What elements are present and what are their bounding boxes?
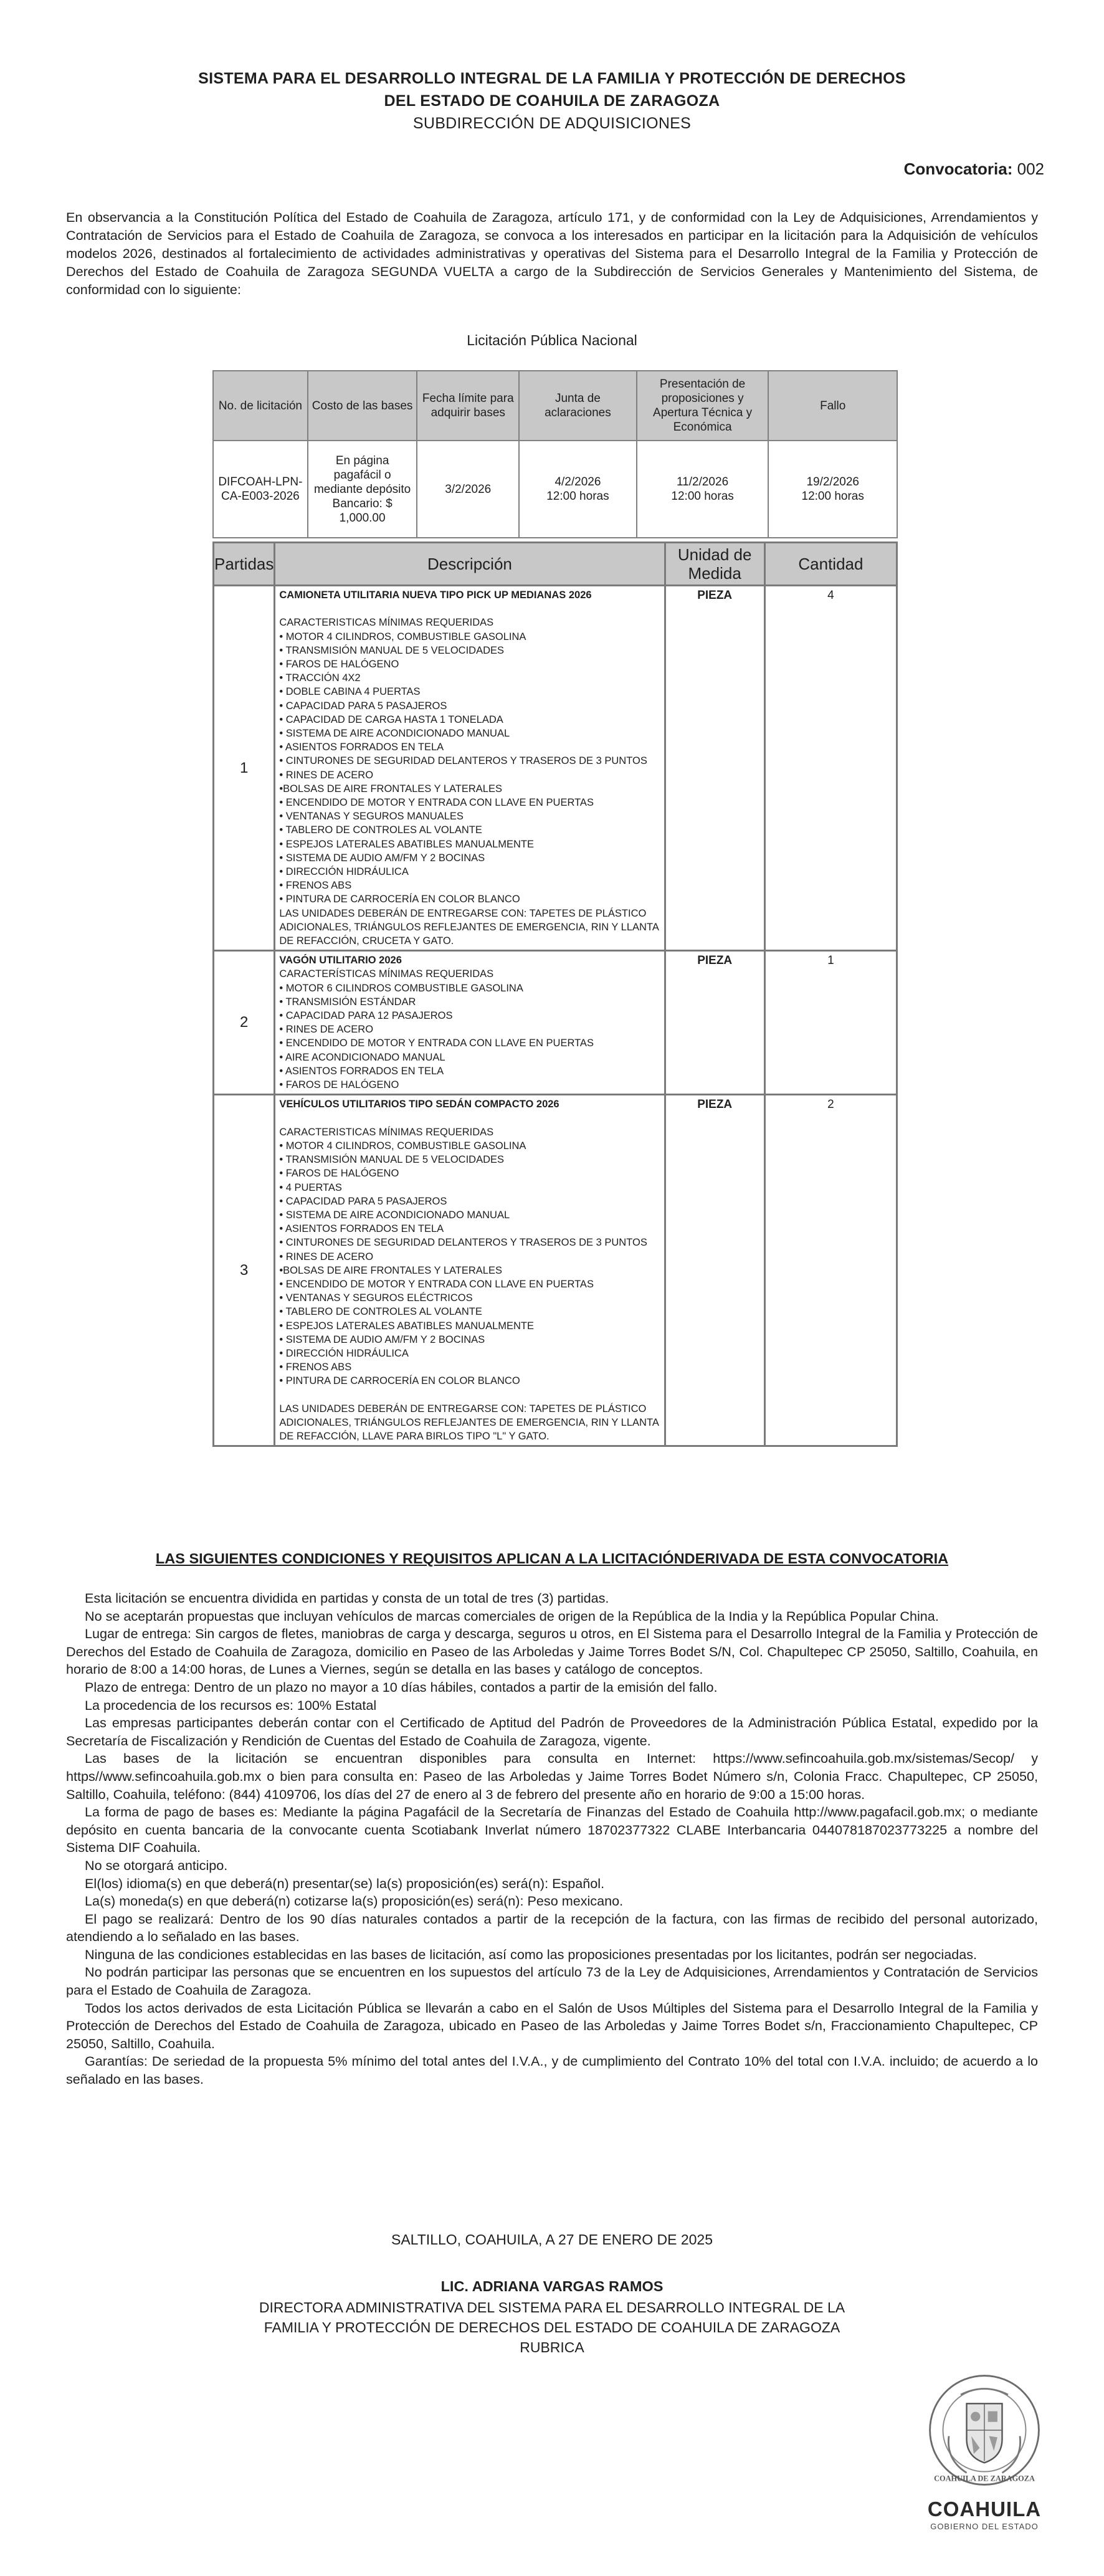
item-description-line bbox=[279, 1112, 660, 1125]
item-description-line: • ENCENDIDO DE MOTOR Y ENTRADA CON LLAVE EN PUERTAS bbox=[279, 1038, 594, 1049]
info-header-cell: Junta de aclaraciones bbox=[519, 371, 637, 441]
svg-text:COAHUILA DE ZARAGOZA: COAHUILA DE ZARAGOZA bbox=[934, 2474, 1035, 2483]
item-description-line: • TRANSMISIÓN MANUAL DE 5 VELOCIDADES bbox=[279, 1154, 504, 1166]
header-line-1: SISTEMA PARA EL DESARROLLO INTEGRAL DE LA FAMILIA Y PROTECCIÓN DE DERECHOS bbox=[198, 70, 906, 87]
item-description-line: • MOTOR 4 CILINDROS, COMBUSTIBLE GASOLINA bbox=[279, 631, 526, 642]
item-description bbox=[275, 951, 665, 1095]
info-header-row bbox=[213, 371, 897, 441]
item-description-line: • FAROS DE HALÓGENO bbox=[279, 659, 399, 670]
item-description-line: • PINTURA DE CARROCERÍA EN COLOR BLANCO bbox=[279, 894, 520, 905]
item-description-line: • CAPACIDAD PARA 12 PASAJEROS bbox=[279, 1010, 453, 1022]
condition-paragraph: La procedencia de los recursos es: 100% Estatal bbox=[85, 1697, 377, 1713]
item-description-line: • VENTANAS Y SEGUROS ELÉCTRICOS bbox=[279, 1292, 473, 1304]
item-description-line: • PINTURA DE CARROCERÍA EN COLOR BLANCO bbox=[279, 1375, 520, 1387]
item-description-line: • ENCENDIDO DE MOTOR Y ENTRADA CON LLAVE EN PUERTAS bbox=[279, 1278, 594, 1290]
item-description-line: • CAPACIDAD PARA 5 PASAJEROS bbox=[279, 1195, 447, 1207]
info-header-cell: Presentación de proposiciones y Apertura Técnica y Económica bbox=[637, 371, 769, 441]
info-data-cell: 11/2/2026 12:00 horas bbox=[637, 441, 769, 538]
signature-rubrica: RUBRICA bbox=[520, 2339, 584, 2355]
item-description-line: • 4 PUERTAS bbox=[279, 1181, 342, 1193]
item-description-line: • CAPACIDAD DE CARGA HASTA 1 TONELADA bbox=[279, 713, 503, 725]
items-table bbox=[212, 541, 898, 1447]
licitacion-title: Licitación Pública Nacional bbox=[467, 332, 637, 348]
signature-name: LIC. ADRIANA VARGAS RAMOS bbox=[440, 2278, 664, 2294]
item-number: 3 bbox=[214, 1095, 275, 1446]
info-header-cell: Fallo bbox=[768, 371, 897, 441]
item-description-line: • FRENOS ABS bbox=[279, 1362, 352, 1373]
condition-paragraph: Lugar de entrega: Sin cargos de fletes, maniobras de carga y descarga, seguros u otros, en El Sistema para el Desarrollo Integral de la Familia y Protección de Derechos del Estado de Coahuila de Zaragoza, domicilio en Paseo de las Arboledas y Jaime Torres Bodet S/N, Col. Chapultepec CP 25050, Saltillo, Coahuila, en horario de 8:00 a 14:00 horas, de Lunes a Viernes, según se detalla en las bases y catálogo de conceptos. bbox=[66, 1626, 1038, 1677]
signature-place-date: SALTILLO, COAHUILA, A 27 DE ENERO DE 2025 bbox=[391, 2231, 713, 2248]
info-data-cell: En página pagafácil o mediante depósito Bancario: $ 1,000.00 bbox=[308, 441, 417, 538]
item-description-line: • MOTOR 4 CILINDROS, COMBUSTIBLE GASOLINA bbox=[279, 1140, 526, 1152]
signature-role-line: FAMILIA Y PROTECCIÓN DE DERECHOS DEL ESTADO DE COAHUILA DE ZARAGOZA bbox=[264, 2319, 840, 2335]
item-description-line: LAS UNIDADES DEBERÁN DE ENTREGARSE CON: TAPETES DE PLÁSTICO ADICIONALES, TRIÁNGULOS REFLEJANTES DE EMERGENCIA, RIN Y LLANTA DE REFACCIÓN, LLAVE PARA BIRLOS TIPO "L" Y GATO. bbox=[279, 1403, 659, 1443]
item-description-line: CARACTERÍSTICAS MÍNIMAS REQUERIDAS bbox=[279, 968, 494, 980]
info-header-cell: Fecha límite para adquirir bases bbox=[417, 371, 519, 441]
item-description-line: LAS UNIDADES DEBERÁN DE ENTREGARSE CON: TAPETES DE PLÁSTICO ADICIONALES, TRIÁNGULOS REFLEJANTES DE EMERGENCIA, RIN Y LLANTA DE REFACCIÓN, CRUCETA Y GATO. bbox=[279, 907, 659, 947]
item-title: CAMIONETA UTILITARIA NUEVA TIPO PICK UP MEDIANAS 2026 bbox=[279, 589, 592, 601]
item-description-line: • ASIENTOS FORRADOS EN TELA bbox=[279, 1065, 444, 1077]
condition-paragraph: Todos los actos derivados de esta Licitación Pública se llevarán a cabo en el Salón de Usos Múltiples del Sistema para el Desarrollo Integral de la Familia y Protección de Derechos del Estado de Coahuila de Zaragoza, ubicado en Paseo de las Arboledas y Jaime Torres Bodet s/n, Fraccionamiento Chapultepec, CP 25050, Saltillo, Coahuila. bbox=[66, 2000, 1038, 2051]
signature-role-line: DIRECTORA ADMINISTRATIVA DEL SISTEMA PARA EL DESARROLLO INTEGRAL DE LA bbox=[259, 2299, 845, 2316]
convocatoria-label: Convocatoria: bbox=[903, 160, 1013, 178]
coahuila-seal-icon bbox=[925, 2371, 1044, 2489]
item-description-line: • RINES DE ACERO bbox=[279, 769, 374, 781]
item-description-line: • TRANSMISIÓN ESTÁNDAR bbox=[279, 996, 416, 1008]
item-description-line: • SISTEMA DE AIRE ACONDICIONADO MANUAL bbox=[279, 1209, 510, 1221]
items-row bbox=[214, 586, 897, 951]
condition-paragraph: Plazo de entrega: Dentro de un plazo no mayor a 10 días hábiles, contados a partir de la emisión del fallo. bbox=[85, 1679, 718, 1695]
item-description-line: • TABLERO DE CONTROLES AL VOLANTE bbox=[279, 1306, 482, 1318]
item-description-line: •BOLSAS DE AIRE FRONTALES Y LATERALES bbox=[279, 783, 502, 794]
item-description-line: • FAROS DE HALÓGENO bbox=[279, 1079, 399, 1091]
item-description-line: • AIRE ACONDICIONADO MANUAL bbox=[279, 1051, 445, 1063]
licitacion-info-table bbox=[212, 370, 898, 538]
item-description-line bbox=[279, 602, 660, 616]
items-header-cell: Cantidad bbox=[764, 543, 897, 586]
item-description-line: • VENTANAS Y SEGUROS MANUALES bbox=[279, 811, 464, 823]
items-header-row bbox=[214, 543, 897, 586]
item-description-line bbox=[279, 1388, 660, 1402]
item-unit: PIEZA bbox=[665, 1095, 764, 1446]
info-header-cell: No. de licitación bbox=[213, 371, 308, 441]
item-description-line: • RINES DE ACERO bbox=[279, 1024, 374, 1036]
item-description-line: • CINTURONES DE SEGURIDAD DELANTEROS Y TRASEROS DE 3 PUNTOS bbox=[279, 1237, 647, 1249]
condition-paragraph: Las empresas participantes deberán contar con el Certificado de Aptitud del Padrón de Proveedores de la Administración Pública Estatal, expedido por la Secretaría de Fiscalización y Rendición de Cuentas del Estado de Coahuila de Zaragoza, vigente. bbox=[66, 1715, 1038, 1748]
item-description-line: • ASIENTOS FORRADOS EN TELA bbox=[279, 1223, 444, 1235]
items-body bbox=[214, 586, 897, 1446]
item-description-line: • MOTOR 6 CILINDROS COMBUSTIBLE GASOLINA bbox=[279, 982, 523, 994]
conditions-list bbox=[66, 1590, 1038, 2089]
item-description bbox=[275, 586, 665, 951]
info-data-cell: 3/2/2026 bbox=[417, 441, 519, 538]
condition-paragraph: El pago se realizará: Dentro de los 90 días naturales contados a partir de la recepción de la factura, con las firmas de recibido del personal autorizado, atendiendo a lo señalado en las bases. bbox=[66, 1911, 1038, 1945]
item-unit: PIEZA bbox=[665, 586, 764, 951]
condition-paragraph: El(los) idioma(s) en que deberá(n) presentar(se) la(s) proposición(es) será(n): Español. bbox=[85, 1875, 605, 1891]
item-description-line: • DIRECCIÓN HIDRÁULICA bbox=[279, 1347, 409, 1359]
condition-paragraph: La forma de pago de bases es: Mediante la página Pagafácil de la Secretaría de Finanzas del Estado de Coahuila http://www.pagafacil.gob.mx; o mediante depósito en cuenta bancaria de la convocante cuenta Scotiabank Inverlat número 18702377322 CLABE Interbancaria 044078187023773225 a nombre del Sistema DIF Coahuila. bbox=[66, 1804, 1038, 1856]
item-description-line: • TABLERO DE CONTROLES AL VOLANTE bbox=[279, 824, 482, 836]
item-description-line: CARACTERISTICAS MÍNIMAS REQUERIDAS bbox=[279, 617, 494, 629]
convocatoria-value: 002 bbox=[1017, 160, 1044, 178]
item-description-line: • SISTEMA DE AUDIO AM/FM Y 2 BOCINAS bbox=[279, 1333, 485, 1345]
item-description-line: • TRACCIÓN 4X2 bbox=[279, 672, 361, 684]
items-row bbox=[214, 951, 897, 1095]
condition-paragraph: No se aceptarán propuestas que incluyan vehículos de marcas comerciales de origen de la República de la India y la República Popular China. bbox=[85, 1608, 939, 1624]
conditions-title: LAS SIGUIENTES CONDICIONES Y REQUISITOS APLICAN A LA LICITACIÓNDERIVADA DE ESTA CONVOCATORIA bbox=[155, 1550, 949, 1567]
item-quantity: 1 bbox=[764, 951, 897, 1095]
item-description-line: • ESPEJOS LATERALES ABATIBLES MANUALMENTE bbox=[279, 1320, 535, 1332]
item-description-line: • CAPACIDAD PARA 5 PASAJEROS bbox=[279, 700, 447, 712]
items-header-cell: Partidas bbox=[214, 543, 275, 586]
info-data-row bbox=[213, 441, 897, 538]
item-description-line: •BOLSAS DE AIRE FRONTALES Y LATERALES bbox=[279, 1264, 502, 1276]
seal-subtitle: GOBIERNO DEL ESTADO bbox=[930, 2522, 1039, 2531]
item-description-line: • TRANSMISIÓN MANUAL DE 5 VELOCIDADES bbox=[279, 644, 504, 656]
items-row bbox=[214, 1095, 897, 1446]
item-description-line: • DOBLE CABINA 4 PUERTAS bbox=[279, 686, 421, 698]
item-number: 2 bbox=[214, 951, 275, 1095]
item-title: VAGÓN UTILITARIO 2026 bbox=[279, 955, 402, 966]
condition-paragraph: No se otorgará anticipo. bbox=[85, 1857, 228, 1873]
condition-paragraph: No podrán participar las personas que se encuentren en los supuestos del artículo 73 de la Ley de Adquisiciones, Arrendamientos y Contratación de Servicios para el Estado de Coahuila de Zaragoza. bbox=[66, 1964, 1038, 1998]
info-data-cell: 4/2/2026 12:00 horas bbox=[519, 441, 637, 538]
item-description bbox=[275, 1095, 665, 1446]
item-description-line: • CINTURONES DE SEGURIDAD DELANTEROS Y TRASEROS DE 3 PUNTOS bbox=[279, 755, 647, 767]
item-quantity: 4 bbox=[764, 586, 897, 951]
item-unit: PIEZA bbox=[665, 951, 764, 1095]
condition-paragraph: La(s) moneda(s) en que deberá(n) cotizarse la(s) proposición(es) será(n): Peso mexicano. bbox=[85, 1893, 624, 1909]
item-quantity: 2 bbox=[764, 1095, 897, 1446]
condition-paragraph: Ninguna de las condiciones establecidas en las bases de licitación, así como las proposiciones presentadas por los licitantes, podrán ser negociadas. bbox=[85, 1946, 978, 1962]
signature-role bbox=[0, 2297, 1104, 2357]
header-line-3: SUBDIRECCIÓN DE ADQUISICIONES bbox=[412, 115, 692, 132]
items-header-cell: Descripción bbox=[275, 543, 665, 586]
intro-paragraph: En observancia a la Constitución Política del Estado de Coahuila de Zaragoza, artículo 171, y de conformidad con la Ley de Adquisiciones, Arrendamientos y Contratación de Servicios para el Estado de Coahuila de Zaragoza, se convoca a los interesados en participar en la licitación para la Adquisición de vehículos modelos 2026, destinados al fortalecimiento de actividades administrativas y operativas del Sistema para el Desarrollo Integral de la Familia y Protección de Derechos del Estado de Coahuila de Zaragoza SEGUNDA VUELTA a cargo de la Subdirección de Servicios Generales y Mantenimiento del Sistema, de conformidad con lo siguiente: bbox=[66, 209, 1038, 297]
item-description-line: • FAROS DE HALÓGENO bbox=[279, 1168, 399, 1180]
item-description-line: • RINES DE ACERO bbox=[279, 1251, 374, 1262]
seal-caption bbox=[922, 2497, 1047, 2532]
item-title: VEHÍCULOS UTILITARIOS TIPO SEDÁN COMPACTO 2026 bbox=[279, 1099, 559, 1110]
item-description-line: • FRENOS ABS bbox=[279, 880, 352, 892]
condition-paragraph: Garantías: De seriedad de la propuesta 5% mínimo del total antes del I.V.A., y de cumplimiento del Contrato 10% del total con I.V.A. incluido; de acuerdo a lo señalado en las bases. bbox=[66, 2053, 1038, 2087]
condition-paragraph: Las bases de la licitación se encuentran disponibles para consulta en Internet: https://www.sefincoahuila.gob.mx/sistemas/Secop/ y https//www.sefincoahuila.gob.mx o bien para consulta en: Paseo de las Arboledas y Jaime Torres Bodet Número s/n, Colonia Fracc. Chapultepec, CP 25050, Saltillo, Coahuila, teléfono: (844) 4109706, los días del 27 de enero al 3 de febrero del presente año en horario de 9:00 a 15:00 horas. bbox=[66, 1750, 1038, 1802]
header-line-2: DEL ESTADO DE COAHUILA DE ZARAGOZA bbox=[384, 92, 720, 110]
info-header-cell: Costo de las bases bbox=[308, 371, 417, 441]
item-description-line: CARACTERISTICAS MÍNIMAS REQUERIDAS bbox=[279, 1126, 494, 1138]
item-description-line: • ENCENDIDO DE MOTOR Y ENTRADA CON LLAVE EN PUERTAS bbox=[279, 797, 594, 809]
item-description-line: • SISTEMA DE AUDIO AM/FM Y 2 BOCINAS bbox=[279, 852, 485, 864]
info-data-cell: DIFCOAH-LPN-CA-E003-2026 bbox=[213, 441, 308, 538]
info-data-cell: 19/2/2026 12:00 horas bbox=[768, 441, 897, 538]
item-description-line: • ASIENTOS FORRADOS EN TELA bbox=[279, 742, 444, 753]
items-header-cell: Unidad de Medida bbox=[665, 543, 764, 586]
item-number: 1 bbox=[214, 586, 275, 951]
condition-paragraph: Esta licitación se encuentra dividida en partidas y consta de un total de tres (3) partidas. bbox=[85, 1590, 609, 1606]
seal-name: COAHUILA bbox=[927, 2497, 1042, 2521]
item-description-line: • SISTEMA DE AIRE ACONDICIONADO MANUAL bbox=[279, 728, 510, 740]
item-description-line: • DIRECCIÓN HIDRÁULICA bbox=[279, 866, 409, 878]
convocatoria-number bbox=[904, 158, 1044, 180]
item-description-line: • ESPEJOS LATERALES ABATIBLES MANUALMENTE bbox=[279, 838, 535, 850]
